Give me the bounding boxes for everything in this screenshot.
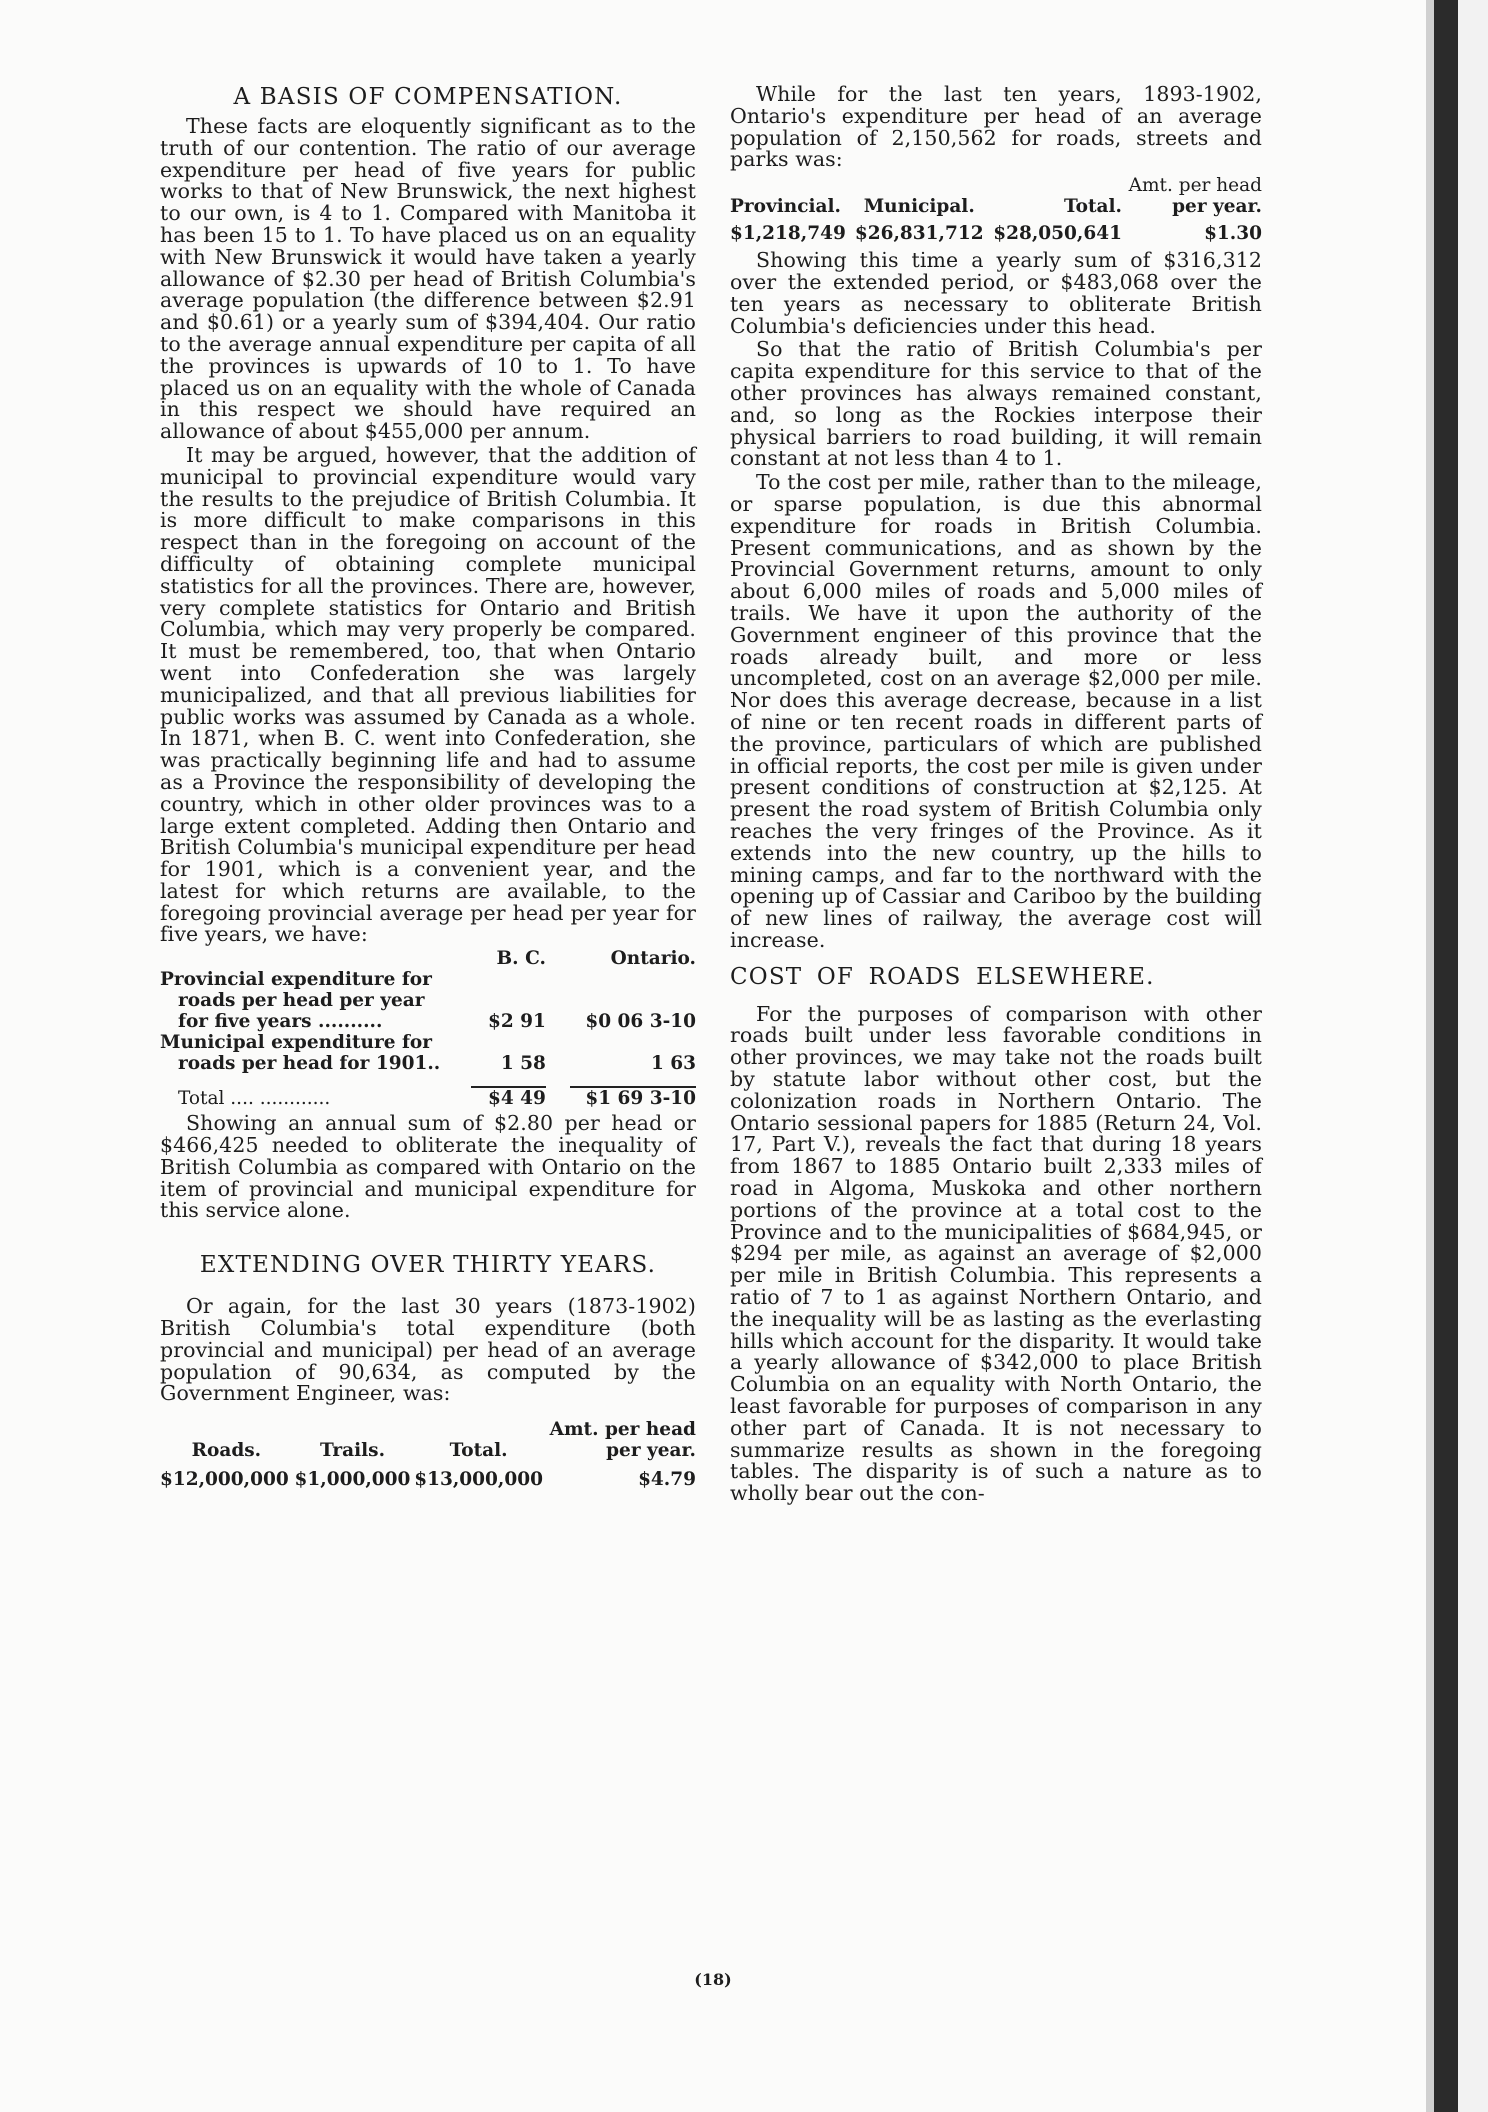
page-number: (18) xyxy=(694,1970,732,1989)
paragraph: These facts are eloquently significant as to the truth of our contention. The ratio of our average expenditure per head of five years for public works to that of New Brunswick, the next highest to our own, is 4 to 1. Compared with Manitoba it has been 15 to 1. To have placed us on an equality with New Brunswick it would have taken a yearly allowance of $2.30 per head of British Columbia's average population (the difference between $2.91 and $0.61) or a yearly sum of $394,404. Our ratio to the average annual expenditure per capita of all the provinces is upwards of 10 to 1. To have placed us on an equality with the whole of Canada in this respect we should have required an allowance of about $455,000 per annum. xyxy=(160,114,696,444)
table-cell: $2 91 xyxy=(487,1011,546,1033)
paragraph: So that the ratio of British Columbia's per capita expenditure for this service to that of the other provinces has always remained constant, and, so long as the Rockies interpose their physical barriers to road building, it will remain constant at not less than 4 to 1. xyxy=(730,337,1262,471)
table-cell: $0 06 3-10 xyxy=(585,1011,696,1033)
paragraph: Showing this time a yearly sum of $316,312 over the extended period, or $483,068 over the ten years as necessary to obliterate British Columbia's deficiencies under this head. xyxy=(730,248,1262,338)
column-header: Amt. per head xyxy=(549,1419,696,1441)
row-label: roads per head for 1901.. xyxy=(178,1053,441,1075)
table-cell: $1 69 3-10 xyxy=(585,1088,696,1110)
column-header: Provincial. xyxy=(730,196,841,218)
paragraph: It may be argued, however, that the addition of municipal to provincial expenditure would vary the results to the prejudice of British Columbia. It is more difficult to make comparisons in this respect than in the foregoing on account of the difficulty of obtaining complete municipal statistics for all the provinces. There are, however, very complete statistics for Ontario and British Columbia, which may very properly be compared. It must be remembered, too, that when Ontario went into Confederation she was largely municipalized, and that all previous liabilities for public works was assumed by Canada as a whole. In 1871, when B. C. went into Confederation, she was practically beginning life and had to assume as a Province the responsibility of developing the country, which in other older provinces was to a large extent completed. Adding then Ontario and British Columbia's municipal expenditure per head for 1901, which is a convenient year, and the latest for which returns are available, to the foregoing provincial average per head per year for five years, we have: xyxy=(160,442,696,947)
table-row xyxy=(160,1053,696,1074)
column-header: per year. xyxy=(1172,196,1262,218)
page-edge-margin xyxy=(1458,0,1488,2112)
column-header: per year. xyxy=(606,1440,696,1462)
paragraph: For the purposes of comparison with other roads built under less favorable conditions in other provinces, we may take not the roads built by statute labor without other cost, but the colonization roads in Northern Ontario. The Ontario sessional papers for 1885 (Return 24, Vol. 17, Part V.), reveals the fact that during 18 years from 1867 to 1885 Ontario built 2,333 miles of road in Algoma, Muskoka and other northern portions of the province at a total cost to the Province and to the municipalities of $684,945, or $294 per mile, as against an average of $2,000 per mile in British Columbia. This represents a ratio of 7 to 1 as against Northern Ontario, and the inequality will be as lasting as the everlasting hills which account for the disparity. It would take a yearly allowance of $342,000 to place British Columbia on an equality with North Ontario, the least favorable for purposes of comparison in any other part of Canada. It is not necessary to summarize results as shown in the foregoing tables. The disparity is of such a nature as to wholly bear out the con- xyxy=(730,1001,1262,1506)
row-label: Provincial expenditure for xyxy=(160,969,432,991)
column-header: Ontario. xyxy=(610,948,696,970)
table-cell: $4.79 xyxy=(638,1469,696,1491)
table-header-row xyxy=(160,1419,696,1440)
heading-cost-of-roads-elsewhere: COST OF ROADS ELSEWHERE. xyxy=(730,963,1155,990)
table-row xyxy=(160,990,696,1011)
table-header-row xyxy=(160,948,696,969)
page-edge-shadow xyxy=(1426,0,1434,2112)
heading-extending-over-thirty-years: EXTENDING OVER THIRTY YEARS. xyxy=(199,1252,657,1279)
ontario-ten-year-table xyxy=(730,175,1262,244)
table-cell: 1 63 xyxy=(650,1053,696,1075)
table-cell: $26,831,712 xyxy=(854,223,984,245)
column-header: B. C. xyxy=(496,948,546,970)
table-cell: $28,050,641 xyxy=(993,223,1122,245)
row-label: Total .... ............ xyxy=(178,1088,331,1110)
column-header: Total. xyxy=(1063,196,1122,218)
bc-ontario-comparison-table xyxy=(160,948,696,1109)
table-row xyxy=(160,969,696,990)
table-cell: $1,218,749 xyxy=(730,223,846,245)
table-total-row xyxy=(160,1074,696,1109)
table-header-row xyxy=(730,175,1262,196)
table-cell: $4 49 xyxy=(487,1088,546,1110)
table-header-row xyxy=(730,196,1262,217)
table-cell: 1 58 xyxy=(500,1053,546,1075)
left-column xyxy=(160,84,696,1490)
table-cell: $1,000,000 xyxy=(294,1469,411,1491)
column-header: Trails. xyxy=(319,1440,386,1462)
table-cell: $12,000,000 xyxy=(160,1469,289,1491)
paragraph: Or again, for the last 30 years (1873-1902) British Columbia's total expenditure (both provincial and municipal) per head of an average population of 90,634, as computed by the Government Engineer, was: xyxy=(160,1294,696,1406)
row-label: for five years .......... xyxy=(178,1011,383,1033)
paragraph: Showing an annual sum of $2.80 per head or $466,425 needed to obliterate the inequality of British Columbia as compared with Ontario on the item of provincial and municipal expenditure for this service alone. xyxy=(160,1111,696,1223)
row-label: Municipal expenditure for xyxy=(160,1032,433,1054)
table-row xyxy=(160,1032,696,1053)
page-edge-binding xyxy=(1434,0,1458,2112)
table-row xyxy=(730,217,1262,244)
paragraph: To the cost per mile, rather than to the mileage, or sparse population, is due this abnormal expenditure for roads in British Columbia. Present communications, and as shown by the Provincial Government returns, amount to only about 6,000 miles of roads and 5,000 miles of trails. We have it upon the authority of the Government engineer of this province that the roads already built, and more or less uncompleted, cost on an average $2,000 per mile. Nor does this average decrease, because in a list of nine or ten recent roads in different parts of the province, particulars of which are published in official reports, the cost per mile is given under present conditions of construction at $2,125. At present the road system of British Columbia only reaches the very fringes of the Province. As it extends into the new country, up the hills to mining camps, and far to the northward with the opening up of Cassiar and Cariboo by the building of new lines of railway, the average cost will increase. xyxy=(730,470,1262,952)
column-header: Roads. xyxy=(191,1440,262,1462)
column-header: Amt. per head xyxy=(1128,175,1262,197)
heading-basis-of-compensation: A BASIS OF COMPENSATION. xyxy=(233,84,623,110)
right-column xyxy=(730,84,1262,1507)
table-cell: $1.30 xyxy=(1204,223,1262,245)
row-label: roads per head per year xyxy=(178,990,425,1012)
table-cell: $13,000,000 xyxy=(414,1469,543,1491)
column-header: Total. xyxy=(449,1440,508,1462)
table-row xyxy=(160,1011,696,1032)
bc-thirty-year-table xyxy=(160,1419,696,1490)
table-header-row xyxy=(160,1440,696,1461)
table-row xyxy=(160,1461,696,1490)
column-header: Municipal. xyxy=(863,196,975,218)
paragraph: While for the last ten years, 1893-1902, Ontario's expenditure per head of an average population of 2,150,562 for roads, streets and parks was: xyxy=(730,82,1262,172)
